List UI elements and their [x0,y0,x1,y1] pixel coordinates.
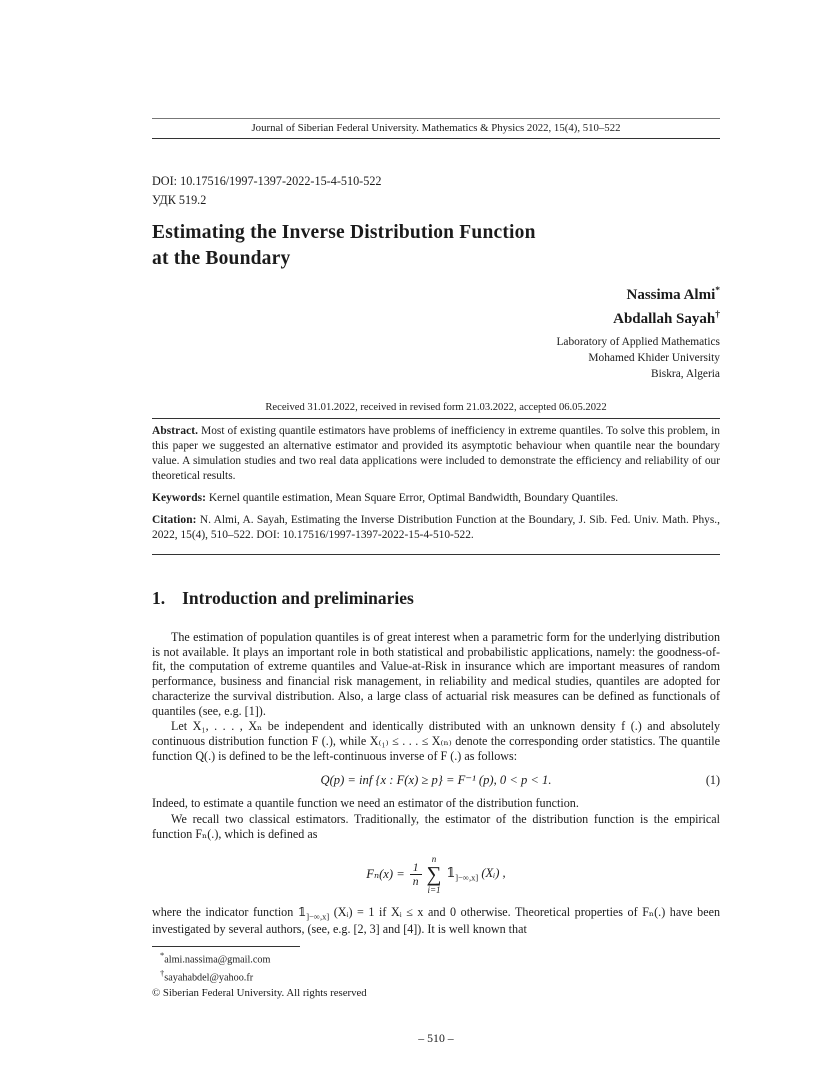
footnote-1 [152,950,720,967]
citation-text: N. Almi, A. Sayah, Estimating the Inverse Distribution Function at the Boundary, J. Sib. Fed. Univ. Math. Phys., 2022, 15(4), 510–522. DOI: 10.17516/1997-1397-2022-15-4-510-522. [152,514,720,541]
paragraph-4: We recall two classical estimators. Traditionally, the estimator of the distribution function is the empirical function Fₙ(.), which is defined as [152,811,720,841]
paper-title [152,220,720,271]
body-text [152,630,720,937]
article-meta [152,172,720,210]
keywords [152,491,720,506]
abstract [152,424,720,484]
paragraph-1: The estimation of population quantiles is of great interest when a parametric form for the underlying distribution is not available. It plays an important role in both statistical and probabilistic applications, namely: the goodness-of-fit, the computation of extreme quantiles and Value-at-Risk in insurance which are important measures of random performance, business and financial risk management, in reliability and medical studies, quantiles are adopted for characterize the survival distribution. Also, a large class of actuarial risk measures can be defined as functionals of quantiles (see, e.g. [1]). [152,629,720,718]
section-heading [152,588,720,609]
journal-header [152,118,720,139]
equation-2-body [366,854,505,895]
fraction-denominator: n [412,875,419,889]
footnote-2-email: sayahabdel@yahoo.fr [164,972,254,984]
section-title: Introduction and preliminaries [182,587,414,608]
equation-2-argument: (Xᵢ) , [481,866,506,881]
copyright-line: © Siberian Federal University. All rights reserved [152,987,367,1000]
indicator-term [447,866,506,883]
page-number: – 510 – [418,1031,454,1045]
paragraph-2: Let X₁, . . . , Xₙ be independent and identically distributed with an unknown density f (.) and absolutely continuous distribution function F (.), while X₍₁₎ ≤ . . . ≤ X₍ₙ₎ denote the corresponding order statistics. The quantile function Q(.) is defined to be the left-continuous inverse of F (.) as follows: [152,719,720,763]
abstract-text: Most of existing quantile estimators have problems of inefficiency in extreme quantiles. To solve this problem, in this paper we suggested an alternative estimator and provided its asymptotic behaviour when quantile near the boundary value. A simulation studies and two real data applications were included to demonstrate the efficiency and reliability of our theoretical results. [152,425,720,483]
equation-empirical-cdf [152,854,720,895]
doi-line: DOI: 10.17516/1997-1397-2022-15-4-510-522 [152,174,382,188]
keywords-label: Keywords: [152,492,207,505]
indicator-symbol-inline: 𝟙 [297,904,307,919]
footnote-1-email: almi.nassima@gmail.com [164,954,271,966]
equation-1-number: (1) [705,772,720,787]
affiliation-line-2: Mohamed Khider University [588,351,720,364]
fraction-numerator: 1 [410,861,422,875]
footnote-2 [152,968,720,985]
citation [152,513,720,543]
abstract-label: Abstract. [152,425,199,438]
footnote-1-marker: * [160,950,165,961]
author-2 [152,308,720,331]
udc-line: УДК 519.2 [152,192,207,207]
paper-title-line2: at the Boundary [152,247,291,269]
fraction-one-over-n [410,861,422,889]
sigma-icon: ∑ [426,861,442,886]
author-2-name: Abdallah Sayah [613,310,716,327]
footnotes [152,946,720,1001]
equation-quantile-function [152,773,720,788]
equation-2-lhs: Fₙ(x) = [366,866,405,881]
section-number: 1. [152,587,166,608]
author-1 [152,284,720,307]
paper-title-line1: Estimating the Inverse Distribution Function [152,221,536,243]
page-content [152,0,720,1001]
affiliation-line-1: Laboratory of Applied Mathematics [556,335,720,348]
paragraph-5-part-b: (Xᵢ) = 1 if Xᵢ ≤ x and 0 otherwise. Theoretical properties of Fₙ(.) have been investigated by several authors, (see, e.g. [2, 3] and [4]). It is well known that [152,904,721,936]
indicator-subscript-inline: ]−∞,x] [306,911,330,922]
summation-upper-limit: n [431,854,437,865]
received-line: Received 31.01.2022, received in revised form 21.03.2022, accepted 06.05.2022 [265,402,607,414]
summation-symbol [427,854,442,895]
footnote-2-marker: † [160,967,165,978]
keywords-text: Kernel quantile estimation, Mean Square Error, Optimal Bandwidth, Boundary Quantiles. [208,492,619,505]
author-2-footnote-marker: † [715,309,720,320]
author-1-footnote-marker: * [715,286,720,297]
affiliation-block [152,334,720,383]
affiliation-line-3: Biskra, Algeria [651,368,720,381]
journal-header-text: Journal of Siberian Federal University. Mathematics & Physics 2022, 15(4), 510–522 [251,122,621,134]
paragraph-5 [152,905,720,937]
divider-below-citation [152,554,720,555]
citation-label: Citation: [152,514,197,527]
equation-1-body: Q(p) = inf {x : F(x) ≥ p} = F⁻¹ (p), 0 < p < 1. [320,772,552,787]
indicator-subscript: ]−∞,x] [455,872,479,883]
divider-above-abstract [152,418,720,419]
authors-block [152,284,720,331]
paragraph-5-part-a: where the indicator function [152,904,298,919]
author-1-name: Nassima Almi [626,287,716,304]
indicator-symbol: 𝟙 [446,866,456,881]
summation-lower-limit: i=1 [427,884,441,895]
paragraph-3: Indeed, to estimate a quantile function we need an estimator of the distribution function. [152,796,579,811]
footnote-rule [152,946,300,947]
